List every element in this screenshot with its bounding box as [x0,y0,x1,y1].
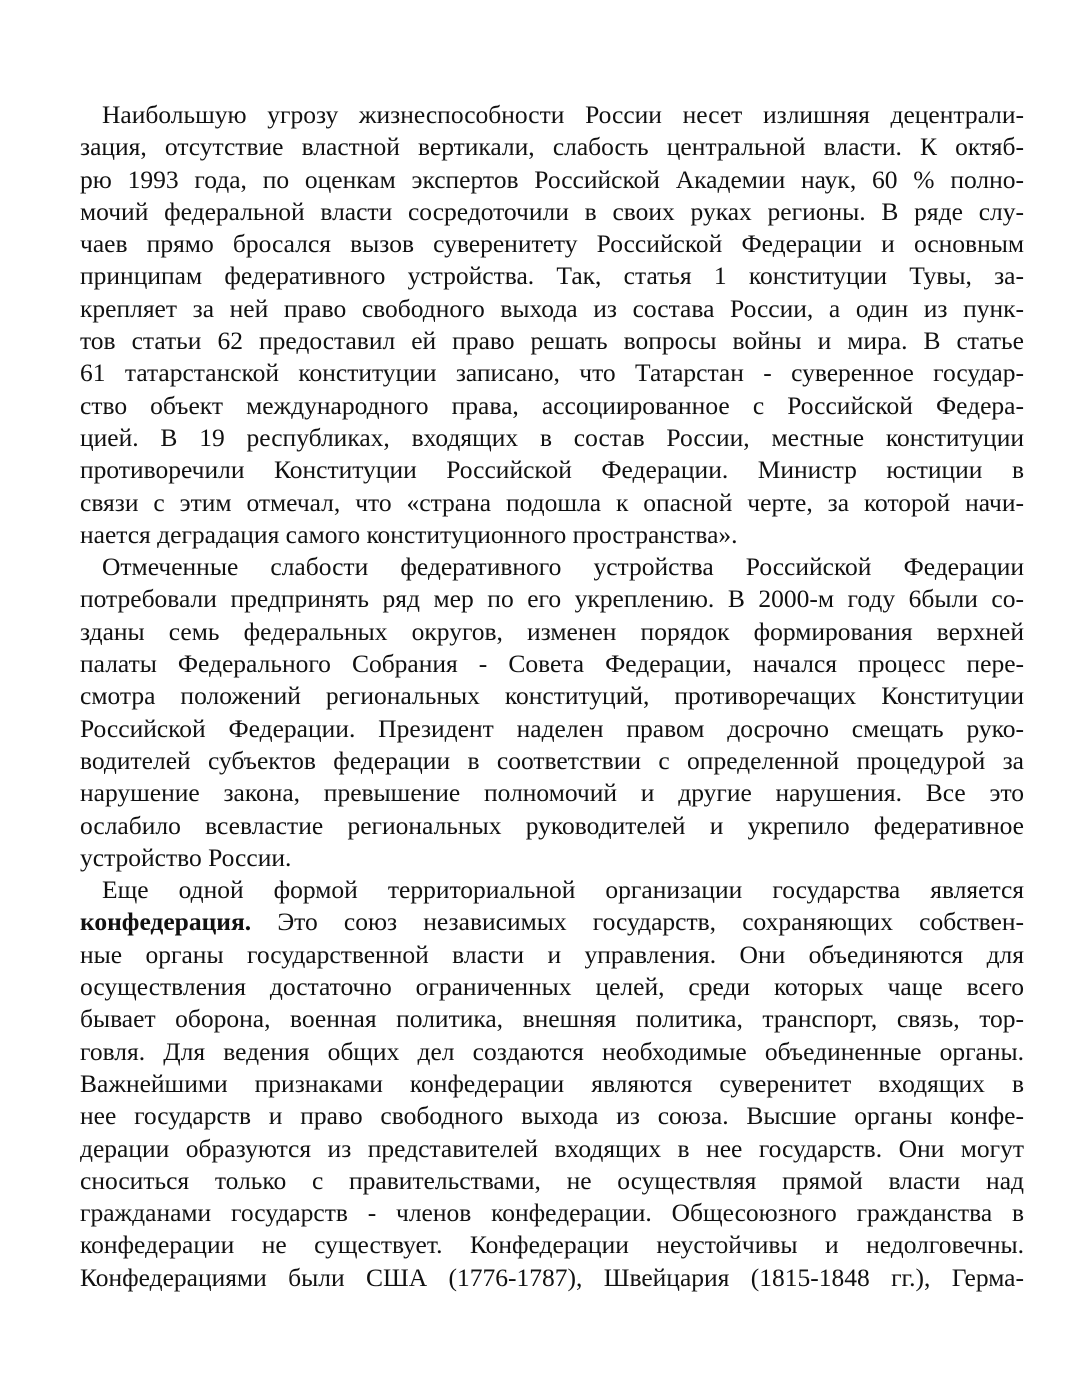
text-line: рю 1993 года, по оценкам экспертов Российской Академии наук, 60 % полно- [80,164,1024,194]
text-line: Важнейшими признаками конфедерации являются суверенитет входящих в [80,1068,1024,1098]
text-line: принципам федеративного устройства. Так, статья 1 конституции Тувы, за- [80,261,1024,291]
text-line: палаты Федерального Собрания - Совета Федерации, начался процесс пере- [80,649,1024,679]
bold-term: конфедерация. [80,907,252,937]
text-line: устройство России. [80,842,292,872]
text-line: смотра положений региональных конституций, противоречащих Конституции [80,681,1024,711]
text-line: Российской Федерации. Президент наделен правом досрочно смещать руко- [80,713,1024,743]
text-line: осуществления достаточно ограниченных целей, среди которых чаще всего [80,972,1024,1002]
text-line: нее государств и право свободного выхода из союза. Высшие органы конфе- [80,1101,1024,1131]
text-line: сноситься только с правительствами, не осуществляя прямой власти над [80,1165,1024,1195]
text-line: Конфедерациями были США (1776-1787), Швейцария (1815-1848 гг.), Герма- [80,1262,1024,1292]
text-line: потребовали предпринять ряд мер по его укреплению. В 2000-м году 6были со- [80,584,1024,614]
text-line: цией. В 19 республиках, входящих в состав России, местные конституции [80,422,1024,452]
document-page [80,99,1024,1294]
text-line: водителей субъектов федерации в соответствии с определенной процедурой за [80,745,1024,775]
text-line-with-term [80,906,1024,938]
text-line: противоречили Конституции Российской Федерации. Министр юстиции в [80,455,1024,485]
text-line: Еще одной формой территориальной организации государства является [102,875,1024,905]
text-line: бывает оборона, военная политика, внешняя политика, транспорт, связь, тор- [80,1004,1024,1034]
paragraph-1 [80,99,1024,551]
paragraph-2 [80,551,1024,874]
text-line: связи с этим отмечал, что «страна подошла к опасной черте, за которой начи- [80,487,1024,517]
text-line: Наибольшую угрозу жизнеспособности России несет излишняя децентрали- [102,100,1024,129]
text-line: ство объект международного права, ассоциированное с Российской Федера- [80,390,1024,420]
term-definition-text: Это союз независимых государств, сохраняющих собствен- [251,907,1024,937]
text-line: крепляет за ней право свободного выхода из состава России, а один из пунк- [80,293,1024,323]
text-line: ослабило всевластие региональных руководителей и укрепило федеративное [80,810,1024,840]
text-line: 61 татарстанской конституции записано, что Татарстан - суверенное государ- [80,358,1024,388]
text-line: чаев прямо бросался вызов суверенитету Российской Федерации и основным [80,229,1024,259]
paragraph-3 [80,874,1024,1294]
text-line: дерации образуются из представителей входящих в нее государств. Они могут [80,1133,1024,1163]
text-line: ные органы государственной власти и управления. Они объединяются для [80,939,1024,969]
text-line: говля. Для ведения общих дел создаются необходимые объединенные органы. [80,1036,1024,1066]
text-line: нарушение закона, превышение полномочий и другие нарушения. Все это [80,778,1024,808]
text-line: конфедерации не существует. Конфедерации неустойчивы и недолговечны. [80,1230,1024,1260]
text-line: Отмеченные слабости федеративного устройства Российской Федерации [102,552,1024,582]
text-line: гражданами государств - членов конфедерации. Общесоюзного гражданства в [80,1198,1024,1228]
text-line: зданы семь федеральных округов, изменен порядок формирования верхней [80,616,1024,646]
text-line: тов статьи 62 предоставил ей право решать вопросы войны и мира. В статье [80,326,1024,356]
text-line: мочий федеральной власти сосредоточили в своих руках регионы. В ряде слу- [80,196,1024,226]
text-line: зация, отсутствие властной вертикали, слабость центральной власти. К октяб- [80,132,1024,162]
text-line: нается деградация самого конституционного пространства». [80,519,738,549]
